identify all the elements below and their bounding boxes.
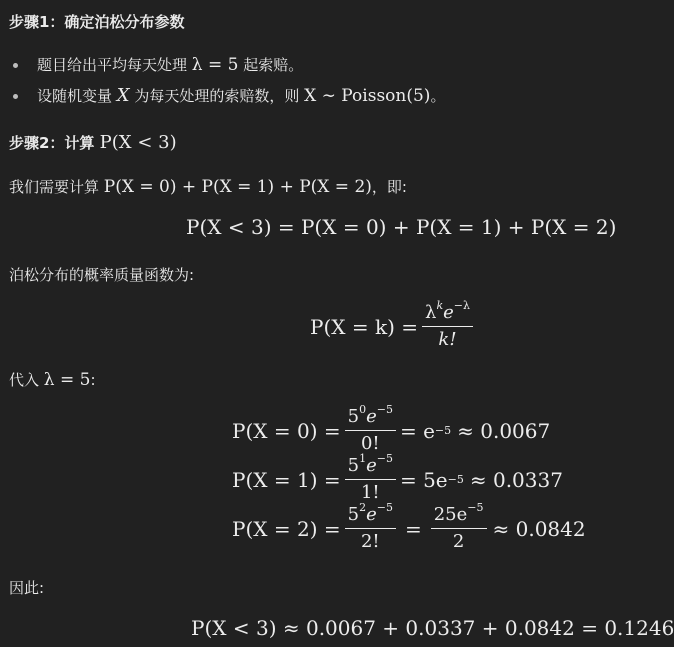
calc-0-lhs: P(X = 0) = [232, 418, 341, 443]
calc-0-fraction [345, 403, 396, 455]
calc-2-num-e: e [366, 504, 377, 525]
bullet-item-2 [37, 85, 445, 107]
calc-2-num-base: 5 [347, 504, 360, 525]
step2-heading [9, 133, 177, 153]
step2-heading-text: 步骤2：计算 [9, 134, 100, 152]
calc-0-result: ≈ 0.0067 [457, 418, 551, 443]
substitution-line [9, 369, 96, 391]
pmf-fraction [422, 299, 473, 351]
calc-0-num-base: 5 [347, 406, 360, 427]
calc-2-num-sup1: 2 [359, 501, 367, 514]
step2-heading-math: P(X < 3) [99, 132, 177, 153]
pmf-lhs: P(X = k) = [310, 314, 419, 339]
calc-1-fraction [345, 452, 396, 504]
calc-row-1: P(X = 1) = $\frac{5^1e^{-5}}{1!}$ = 5e −5 ≈ 0.0337 [232, 452, 563, 503]
calc-2-result: ≈ 0.0842 [492, 516, 586, 541]
calc-1-num-base: 5 [347, 455, 360, 476]
bullet-2-math: X ∼ Poisson(5) [304, 86, 431, 106]
calc-1-den: 1! [360, 482, 380, 503]
bullet-1-math: λ = 5 [191, 55, 239, 75]
intro-post: ，即: [371, 178, 407, 196]
pmf-num-sup1: k [436, 299, 444, 312]
calc-0-den: 0! [360, 433, 380, 454]
intro-sentence [9, 176, 407, 198]
bullet-2-pre: 设随机变量 [37, 87, 117, 105]
calc-1-middle: = 5e [399, 467, 448, 492]
calc-1-num-sup2: −5 [376, 452, 393, 465]
pmf-formula [310, 299, 477, 351]
calc-1-lhs: P(X = 1) = [232, 467, 341, 492]
bullet-2-var: X [116, 85, 130, 106]
subst-math: λ = 5 [43, 370, 91, 390]
intro-math: P(X = 0) + P(X = 1) + P(X = 2) [103, 177, 372, 197]
bullet-dot [13, 94, 18, 99]
calc-row-0: P(X = 0) = $\frac{5^0e^{-5}}{0!}$ = e −5 ≈ 0.0067 [232, 403, 551, 454]
bullet-1-pre: 题目给出平均每天处理 [37, 56, 192, 74]
calc-1-num-sup1: 1 [359, 452, 367, 465]
pmf-den: k! [438, 329, 457, 350]
calc-1-result: ≈ 0.0337 [469, 467, 563, 492]
calc-0-num-sup1: 0 [359, 403, 367, 416]
final-equation: P(X < 3) ≈ 0.0067 + 0.0337 + 0.0842 = 0.1246 [191, 616, 674, 640]
pmf-intro: 泊松分布的概率质量函数为: [9, 266, 195, 284]
calc-2-frac2-den: 2 [452, 531, 465, 552]
step1-heading: 步骤1：确定泊松分布参数 [9, 13, 185, 31]
calc-0-num-e: e [366, 406, 377, 427]
bullet-2-mid: 为每天处理的索赔数，则 [129, 87, 305, 105]
calc-2-fraction-2 [431, 501, 487, 553]
calc-0-num-sup2: −5 [376, 403, 393, 416]
pmf-num-sup2: −λ [453, 299, 470, 312]
pmf-num-base: λ [425, 302, 437, 323]
subst-post: : [90, 371, 96, 389]
calc-row-2: P(X = 2) = $\frac{5^2e^{-5}}{2!}$ = $\frac{25e^{-5}}{2}$ ≈ 0.0842 [232, 501, 586, 552]
calc-2-den: 2! [360, 531, 380, 552]
calc-0-middle: = e [399, 418, 435, 443]
calc-2-lhs: P(X = 2) = [232, 516, 341, 541]
bullet-2-post: 。 [430, 87, 446, 105]
intro-pre: 我们需要计算 [9, 178, 104, 196]
calc-2-num-sup2: −5 [376, 501, 393, 514]
bullet-dot [13, 63, 18, 68]
bullet-item-1 [37, 54, 303, 76]
bullet-1-post: 起索赔。 [238, 56, 304, 74]
calc-2-frac2-num: 25e [433, 504, 468, 525]
calc-2-fraction [345, 501, 396, 553]
conclusion-label: 因此: [9, 579, 45, 597]
calc-1-num-e: e [366, 455, 377, 476]
pmf-num-e: e [443, 302, 454, 323]
display-equation: P(X < 3) = P(X = 0) + P(X = 1) + P(X = 2) [186, 215, 617, 239]
calc-2-frac2-sup: −5 [467, 501, 484, 514]
subst-pre: 代入 [9, 371, 44, 389]
